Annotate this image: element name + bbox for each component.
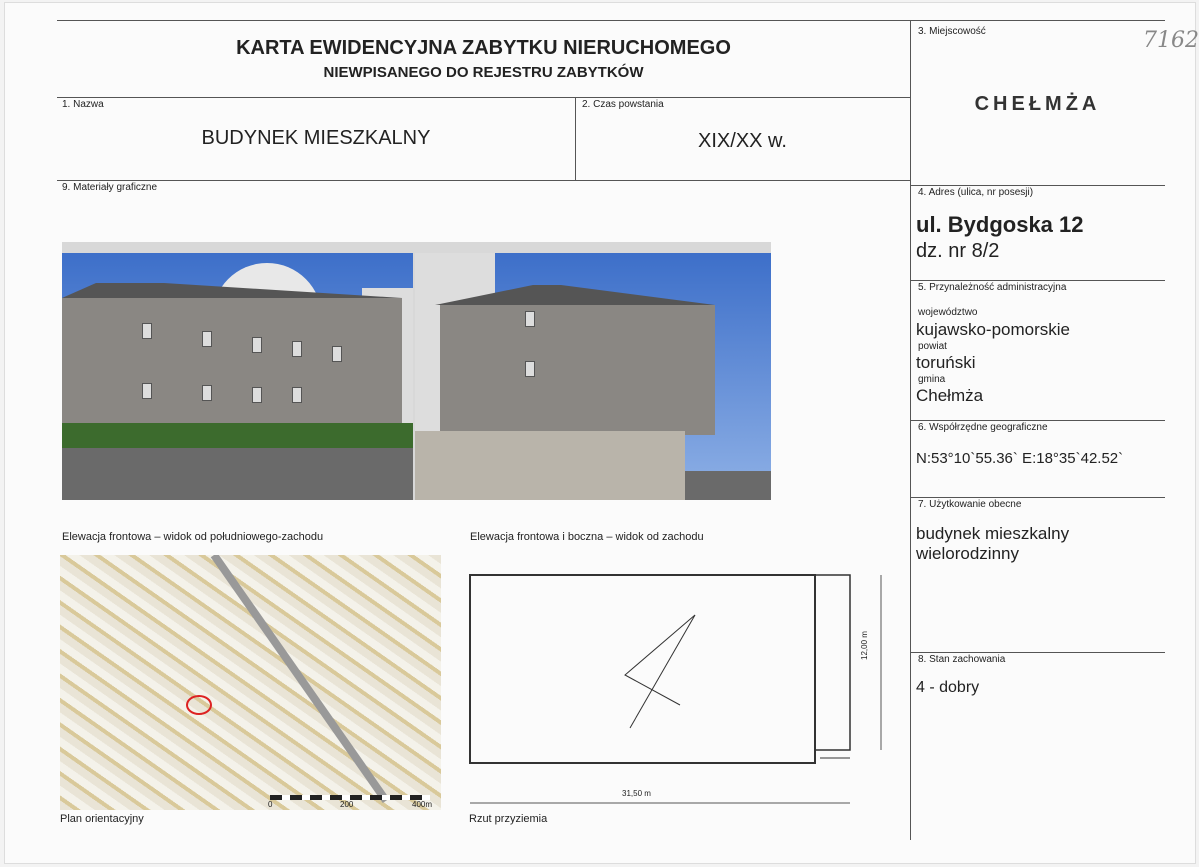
graphics-label: 9. Materiały graficzne	[62, 182, 158, 193]
address-street: ul. Bydgoska 12	[916, 212, 1084, 237]
name-value: BUDYNEK MIESZKALNY	[201, 127, 431, 149]
photo2-caption: Elewacja frontowa i boczna – widok od zachodu	[470, 531, 704, 543]
date-label: 2. Czas powstania	[582, 99, 664, 110]
address-plot: dz. nr 8/2	[916, 240, 1000, 262]
frame-divider	[910, 20, 911, 840]
commune-value: Chełmża	[916, 386, 984, 405]
condition-value: 4 - dobry	[916, 679, 980, 696]
card-title: KARTA EWIDENCYJNA ZABYTKU NIERUCHOMEGO	[236, 37, 731, 59]
scale-400: 400m	[412, 800, 433, 809]
location-marker-icon	[186, 695, 212, 715]
usage-line2: wielorodzinny	[916, 544, 1019, 563]
scale-200: 200	[340, 800, 354, 809]
divider	[910, 280, 1165, 281]
usage-label: 7. Użytkowanie obecne	[918, 499, 1022, 510]
date-value: XIX/XX w.	[698, 130, 787, 152]
plan-caption: Rzut przyziemia	[469, 813, 548, 825]
plan-depth: 12,00 m	[860, 631, 869, 660]
divider	[910, 185, 1165, 186]
condition-label: 8. Stan zachowania	[918, 654, 1006, 665]
photo-front-west	[415, 253, 771, 500]
voivodeship-value: kujawsko-pomorskie	[916, 320, 1070, 339]
frame-top	[57, 20, 1165, 21]
name-label: 1. Nazwa	[62, 99, 104, 110]
divider	[910, 420, 1165, 421]
divider	[57, 180, 910, 181]
voivodeship-label: województwo	[918, 307, 978, 318]
handwritten-number: 7162	[1143, 28, 1199, 53]
orientation-map	[60, 555, 441, 810]
divider	[57, 97, 910, 98]
coords-label: 6. Współrzędne geograficzne	[918, 422, 1048, 433]
divider	[910, 497, 1165, 498]
card-subtitle: NIEWPISANEGO DO REJESTRU ZABYTKÓW	[323, 64, 644, 81]
admin-label: 5. Przynależność administracyjna	[918, 282, 1067, 293]
plan-width: 31,50 m	[622, 789, 651, 798]
photo1-caption: Elewacja frontowa – widok od południowego-zachodu	[62, 531, 324, 543]
county-label: powiat	[918, 341, 947, 352]
commune-label: gmina	[918, 374, 946, 385]
floor-plan	[465, 570, 895, 810]
address-label: 4. Adres (ulica, nr posesji)	[918, 187, 1034, 198]
locality-value: CHEŁMŻA	[974, 93, 1101, 115]
map-caption: Plan orientacyjny	[60, 813, 144, 825]
coords-value: N:53°10`55.36` E:18°35`42.52`	[916, 450, 1124, 467]
usage-line1: budynek mieszkalny	[916, 524, 1070, 543]
divider	[910, 652, 1165, 653]
photo-front-southwest	[62, 253, 413, 500]
locality-label: 3. Miejscowość	[918, 26, 986, 37]
county-value: toruński	[916, 353, 976, 372]
scale-0: 0	[268, 800, 273, 809]
